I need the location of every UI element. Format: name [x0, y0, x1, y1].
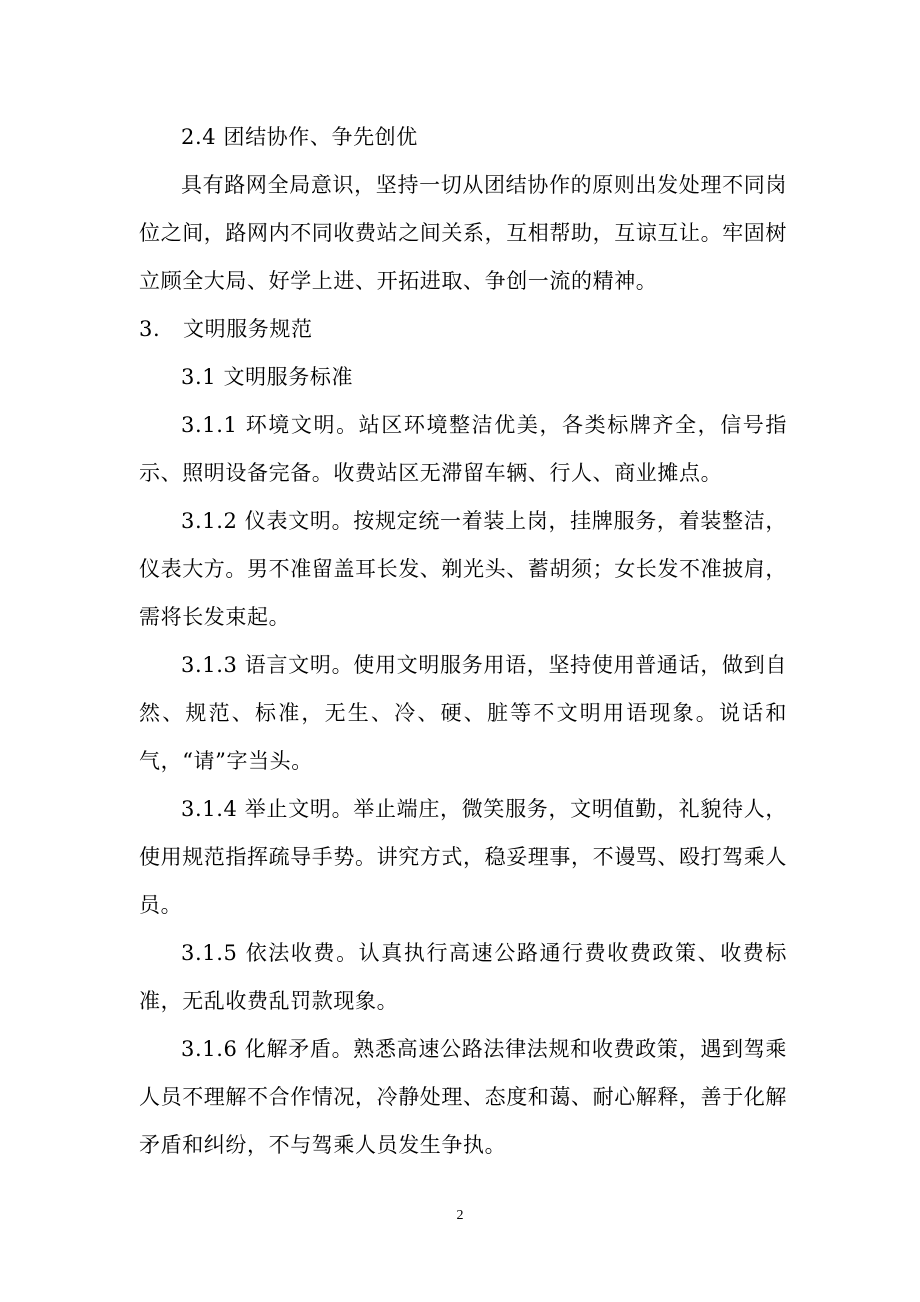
paragraph-3-1-6: 3.1.6 化解矛盾。熟悉高速公路法律法规和收费政策，遇到驾乘人员不理解不合作情况，冷静处理、态度和蔼、耐心解释，善于化解矛盾和纠纷，不与驾乘人员发生争执。: [139, 1037, 787, 1157]
paragraph-3-1-1: 3.1.1 环境文明。站区环境整洁优美，各类标牌齐全，信号指示、照明设备完备。收费站区无滞留车辆、行人、商业摊点。: [139, 413, 787, 485]
paragraph-3-1-2: 3.1.2 仪表文明。按规定统一着装上岗，挂牌服务，着装整洁，仪表大方。男不准留盖耳长发、剃光头、蓄胡须；女长发不准披肩，需将长发束起。: [139, 509, 787, 629]
heading-3-title: 文明服务规范: [183, 317, 313, 341]
paragraph-3-1-4: 3.1.4 举止文明。举止端庄，微笑服务，文明值勤，礼貌待人，使用规范指挥疏导手势。讲究方式，稳妥理事，不谩骂、殴打驾乘人员。: [139, 797, 787, 917]
page-number: 2: [456, 1208, 464, 1223]
paragraph-2-4: 具有路网全局意识，坚持一切从团结协作的原则出发处理不同岗位之间，路网内不同收费站之间关系，互相帮助，互谅互让。牢固树立顾全大局、好学上进、开拓进取、争创一流的精神。: [139, 173, 787, 293]
paragraph-3-1-3: 3.1.3 语言文明。使用文明服务用语，坚持使用普通话，做到自然、规范、标准，无生、冷、硬、脏等不文明用语现象。说话和气，“请”字当头。: [139, 653, 787, 773]
subheading-2-4: 2.4 团结协作、争先创优: [181, 125, 418, 149]
paragraph-3-1-5: 3.1.5 依法收费。认真执行高速公路通行费收费政策、收费标准，无乱收费乱罚款现象。: [139, 941, 787, 1013]
heading-3-number: 3.: [139, 317, 161, 341]
heading-3: [139, 305, 787, 353]
subheading-3-1: 3.1 文明服务标准: [181, 365, 354, 389]
document-body: [139, 113, 787, 1169]
